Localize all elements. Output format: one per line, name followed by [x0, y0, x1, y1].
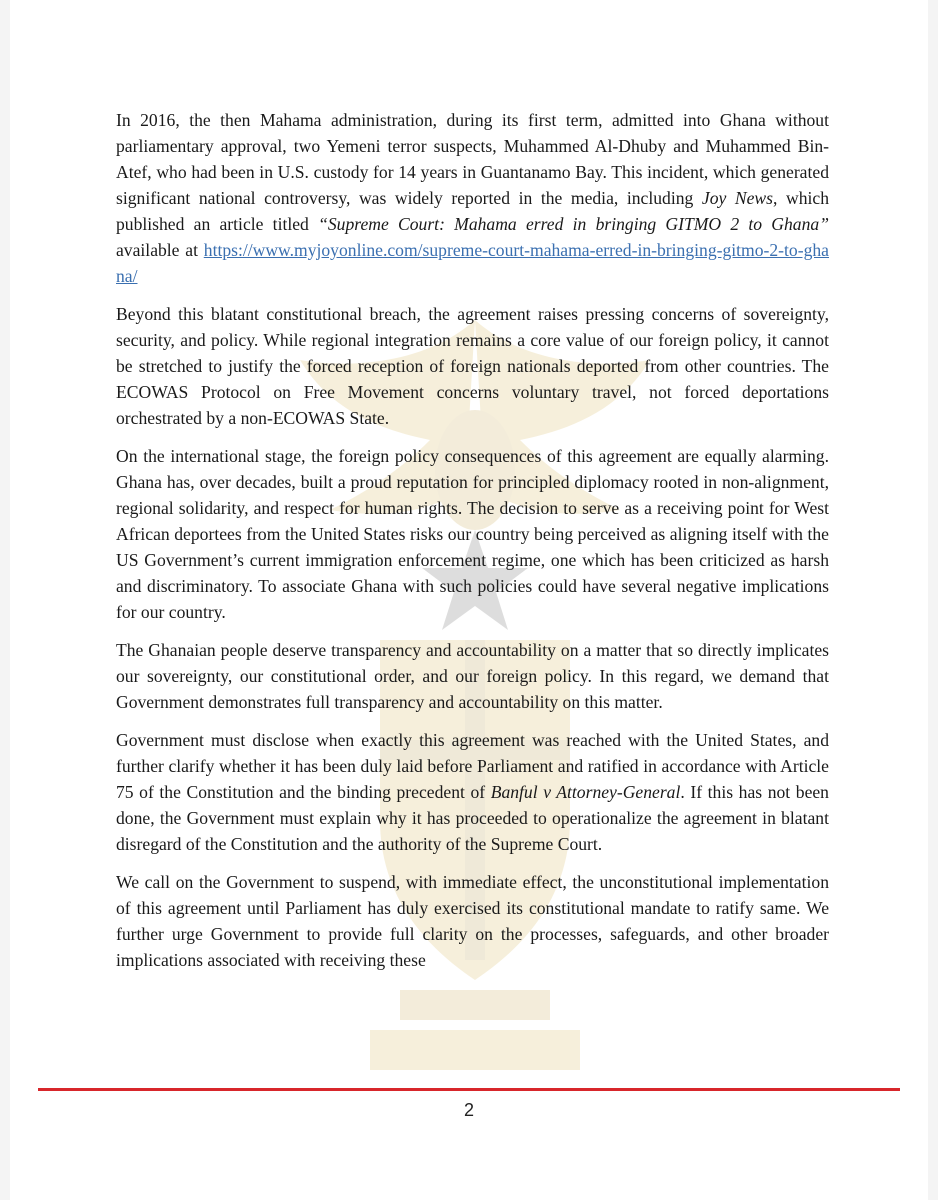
paragraph-6	[116, 869, 829, 973]
article-link[interactable]: https://www.myjoyonline.com/supreme-court-mahama-erred-in-bringing-gitmo-2-to-ghana/	[116, 240, 829, 286]
paragraph-text: We call on the Government to suspend, with immediate effect, the unconstitutional implementation of this agreement until Parliament has duly exercised its constitutional mandate to ratify same. We further urge Government to provide full clarity on the processes, safeguards, and other broader implications associated with receiving these	[116, 872, 829, 970]
italic-text: Joy News	[701, 188, 774, 208]
paragraph-text: Government must disclose when exactly this agreement was reached with the United States, and further clarify whether it has been duly laid before Parliament and ratified in accordance with Article 75 of the Constitution and the binding precedent of	[116, 730, 829, 802]
paragraph-text: In 2016, the then Mahama administration, during its first term, admitted into Ghana without parliamentary approval, two Yemeni terror suspects, Muhammed Al-Dhuby and Muhammed Bin-Atef, who had been in U.S. custody for 14 years in Guantanamo Bay. This incident, which generated significant national controversy, was widely reported in the media, including	[116, 110, 829, 208]
paragraph-4	[116, 637, 829, 715]
paragraph-text: available at	[116, 240, 204, 260]
paragraph-text: . If this has not been done, the Government must explain why it has proceeded to operationalize the agreement in blatant disregard of the Constitution and the authority of the Supreme Court.	[116, 782, 829, 854]
paragraph-text: Beyond this blatant constitutional breach, the agreement raises pressing concerns of sovereignty, security, and policy. While regional integration remains a core value of our foreign policy, it cannot be stretched to justify the forced reception of foreign nationals deported from other countries. The ECOWAS Protocol on Free Movement concerns voluntary travel, not forced deportations orchestrated by a non-ECOWAS State.	[116, 304, 829, 428]
paragraph-5	[116, 727, 829, 857]
paragraph-2	[116, 301, 829, 431]
paragraph-1	[116, 107, 829, 289]
paragraph-3	[116, 443, 829, 625]
document-page	[10, 0, 928, 1200]
document-body	[116, 107, 829, 985]
paragraph-text: The Ghanaian people deserve transparency and accountability on a matter that so directly implicates our sovereignty, our constitutional order, and our foreign policy. In this regard, we demand that Government demonstrates full transparency and accountability on this matter.	[116, 640, 829, 712]
page-number: 2	[463, 1100, 474, 1120]
paragraph-text: On the international stage, the foreign policy consequences of this agreement are equally alarming. Ghana has, over decades, built a proud reputation for principled diplomacy rooted in non-alignment, regional solidarity, and respect for human rights. The decision to serve as a receiving point for West African deportees from the United States risks our country being perceived as aligning itself with the US Government’s current immigration enforcement regime, one which has been criticized as harsh and discriminatory. To associate Ghana with such policies could have several negative implications for our country.	[116, 446, 829, 622]
italic-text: “Supreme Court: Mahama erred in bringing GITMO 2 to Ghana”	[318, 214, 829, 234]
paragraph-text: , which published an article titled	[116, 188, 829, 234]
footer-divider	[38, 1088, 900, 1091]
italic-text: Banful v Attorney-General	[490, 782, 681, 802]
